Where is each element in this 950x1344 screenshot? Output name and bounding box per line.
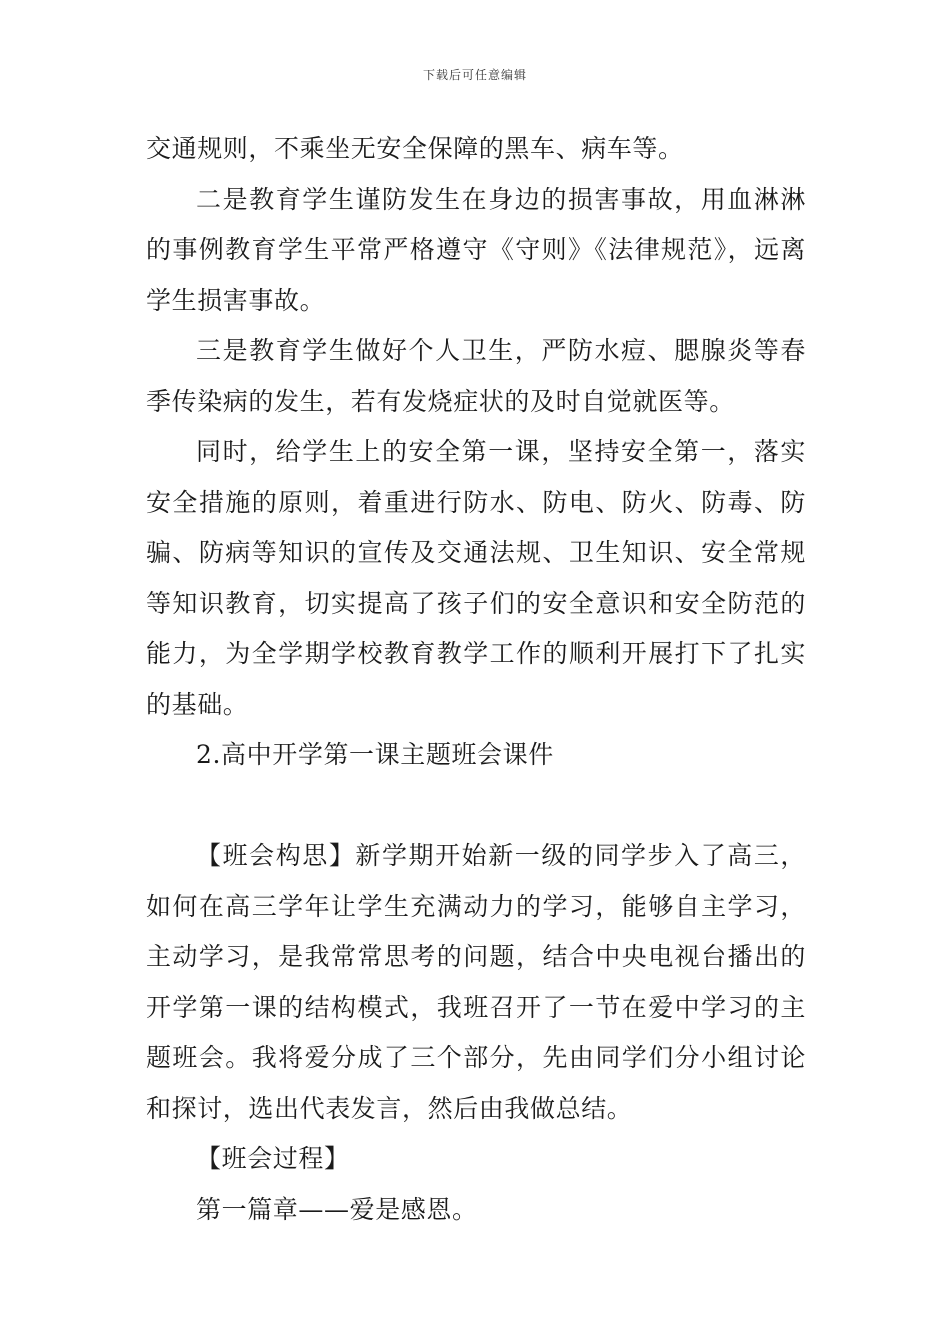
paragraph-hygiene: 三是教育学生做好个人卫生，严防水痘、腮腺炎等春季传染病的发生，若有发烧症状的及时自觉就医等。 [146, 336, 806, 416]
paragraph-chapter-one: 第一篇章——爱是感恩。 [196, 1194, 478, 1224]
paragraph-accident-prevention: 二是教育学生谨防发生在身边的损害事故，用血淋淋的事例教育学生平常严格遵守《守则》《法律规范》，远离学生损害事故。 [146, 184, 806, 315]
section-heading: 2.高中开学第一课主题班会课件 [196, 740, 554, 769]
paragraph-continuation: 交通规则，不乘坐无安全保障的黑车、病车等。 [146, 134, 684, 163]
paragraph-class-meeting-process: 【班会过程】 [196, 1144, 350, 1173]
header-note: 下载后可任意编辑 [422, 68, 527, 82]
blank-line [146, 781, 806, 832]
document-body [146, 124, 806, 1235]
paragraph-class-meeting-concept: 【班会构思】新学期开始新一级的同学步入了高三，如何在高三学年让学生充满动力的学习，能够自主学习，主动学习，是我常常思考的问题，结合中央电视台播出的开学第一课的结构模式，我班召开了一节在爱中学习的主题班会。我将爱分成了三个部分，先由同学们分小组讨论和探讨，选出代表发言，然后由我做总结。 [146, 841, 806, 1123]
paragraph-safety-first-lesson: 同时，给学生上的安全第一课，坚持安全第一，落实安全措施的原则，着重进行防水、防电、防火、防毒、防骗、防病等知识的宣传及交通法规、卫生知识、安全常规等知识教育，切实提高了孩子们的安全意识和安全防范的能力，为全学期学校教育教学工作的顺利开展打下了扎实的基础。 [146, 437, 806, 719]
